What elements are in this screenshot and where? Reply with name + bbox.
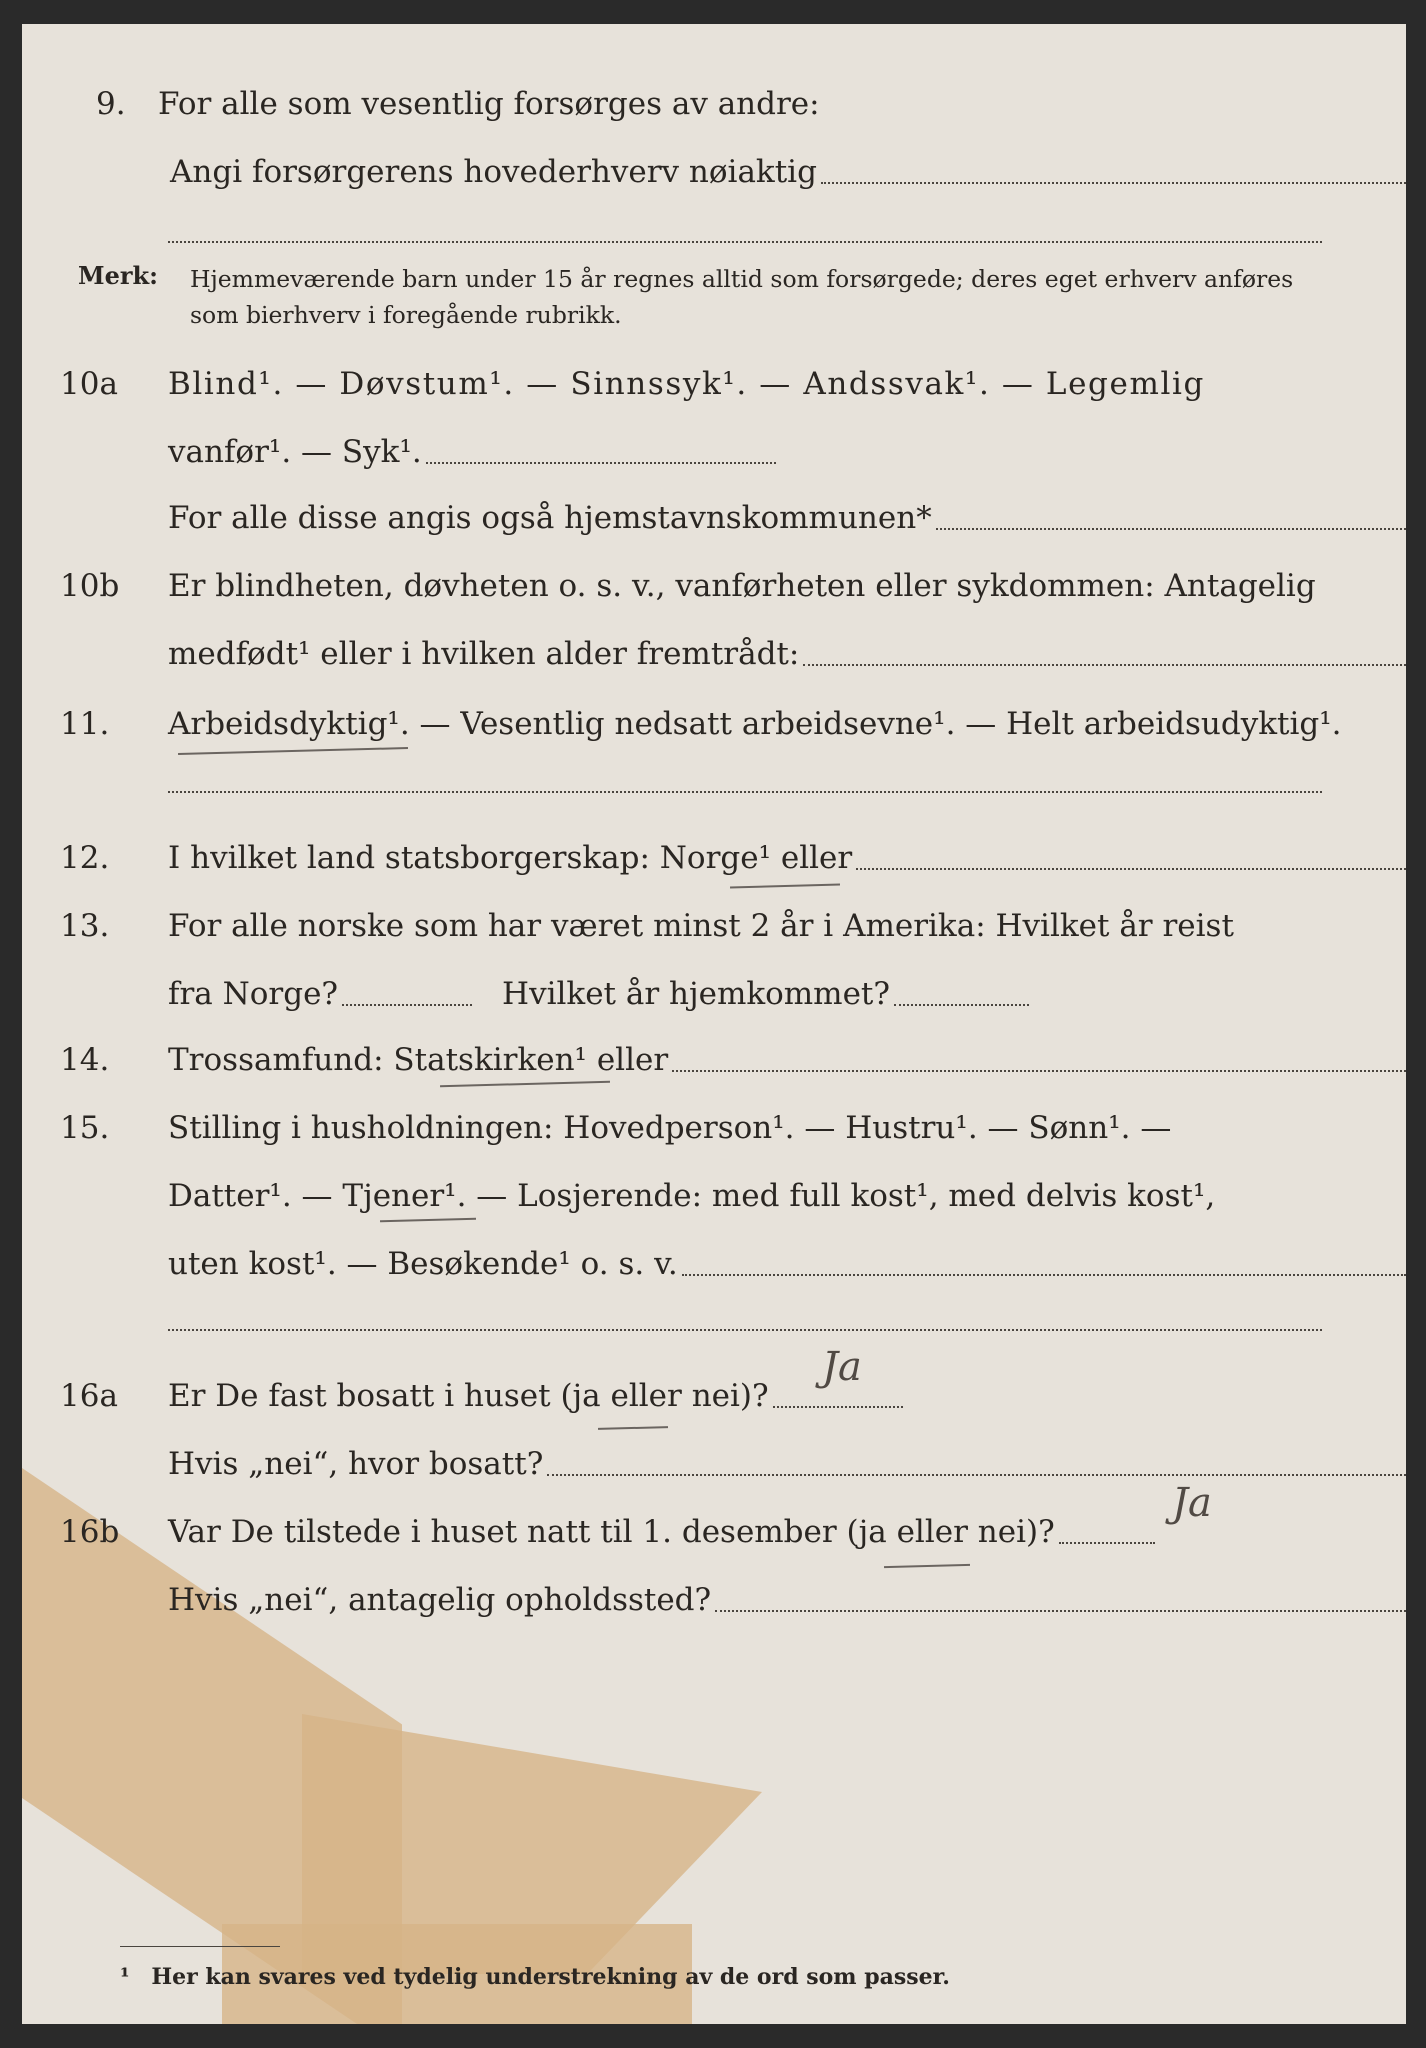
question-number: 16a [60,1378,118,1414]
question-10a-line3 [22,488,1406,542]
question-text: medfødt¹ eller i hvilken alder fremtrådt: [168,636,800,672]
question-number: 12. [60,840,110,876]
question-number: 13. [60,908,110,944]
question-number: 10b [60,568,120,604]
question-number: 11. [60,706,110,742]
question-number: 15. [60,1110,110,1146]
handwritten-underline [884,1563,970,1568]
question-text: For alle som vesentlig forsørges av andre: [158,86,820,122]
question-text: Hvis „nei“, hvor bosatt? [168,1446,544,1482]
answer-line[interactable] [1059,1541,1155,1544]
answer-line[interactable] [168,1328,1322,1331]
question-15-line3 [22,1234,1406,1288]
note-label: Merk: [78,261,158,290]
question-text: uten kost¹. — Besøkende¹ o. s. v. [168,1246,678,1282]
answer-line[interactable] [426,461,776,464]
question-text: Datter¹. — Tjener¹. — Losjerende: med full kost¹, med delvis kost¹, [168,1178,1216,1214]
answer-line[interactable] [715,1609,1406,1612]
question-text: Hvis „nei“, antagelig opholdssted? [168,1582,712,1618]
answer-line[interactable] [547,1473,1406,1476]
handwritten-answer: Ja [822,1344,862,1390]
answer-line[interactable] [821,181,1406,184]
answer-line[interactable] [342,1003,472,1006]
footnote [120,1964,950,1990]
question-text: Arbeidsdyktig¹. — Vesentlig nedsatt arbeidsevne¹. — Helt arbeidsudyktig¹. [168,706,1342,742]
note-text: Hjemmeværende barn under 15 år regnes alltid som forsørgede; deres eget erhverv anføres som bierhverv i foregående rubrikk. [190,265,1294,329]
answer-line[interactable] [168,240,1322,243]
question-text: For alle disse angis også hjemstavnskommunen* [168,500,932,536]
question-10a-line2 [22,422,1406,476]
footnote-mark: ¹ [120,1964,130,1990]
question-9 [22,74,1406,128]
answer-line[interactable] [168,790,1322,793]
question-13-line2 [22,964,1406,1018]
handwritten-underline [598,1425,668,1430]
question-text: I hvilket land statsborgerskap: Norge¹ eller [168,840,853,876]
question-15-line2 [22,1166,1406,1220]
question-number: 9. [96,86,126,122]
question-text: Hvilket år hjemkommet? [502,976,891,1012]
question-text: Er blindheten, døvheten o. s. v., vanførheten eller sykdommen: Antagelig [168,568,1316,604]
question-number: 14. [60,1042,110,1078]
question-text: For alle norske som har været minst 2 år i Amerika: Hvilket år reist [168,908,1234,944]
question-16b-line2 [22,1570,1406,1624]
question-12 [22,828,1406,882]
question-text: vanfør¹. — Syk¹. [168,434,422,470]
question-text: Blind¹. — Døvstum¹. — Sinnssyk¹. — Andssvak¹. — Legemlig [168,366,1205,402]
question-10b-line2 [22,624,1406,678]
question-text: Angi forsørgerens hovederhverv nøiaktig [170,154,817,190]
question-11 [22,694,1406,748]
question-text: Trossamfund: Statskirken¹ eller [168,1042,669,1078]
question-10b [22,556,1406,610]
question-text: Stilling i husholdningen: Hovedperson¹. — Hustru¹. — Sønn¹. — [168,1110,1172,1146]
question-9-line2 [22,142,1406,196]
question-10a [22,354,1406,408]
answer-line[interactable] [803,663,1406,666]
form-page [22,24,1406,2024]
answer-line[interactable] [773,1405,903,1408]
footnote-text: Her kan svares ved tydelig understrekning av de ord som passer. [151,1964,950,1990]
question-16a [22,1366,1406,1420]
answer-line[interactable] [856,867,1406,870]
question-14 [22,1030,1406,1084]
question-number: 10a [60,366,118,402]
handwritten-underline [730,883,840,889]
answer-line[interactable] [936,527,1406,530]
answer-line[interactable] [672,1069,1406,1072]
question-text: Var De tilstede i huset natt til 1. desember (ja eller nei)? [168,1514,1055,1550]
question-number: 16b [60,1514,120,1550]
question-15 [22,1098,1406,1152]
question-text: fra Norge? [168,976,339,1012]
question-13 [22,896,1406,950]
question-text: Er De fast bosatt i huset (ja eller nei)? [168,1378,769,1414]
footnote-rule [120,1946,280,1947]
answer-line[interactable] [682,1273,1406,1276]
handwritten-answer: Ja [1172,1480,1212,1526]
answer-line[interactable] [894,1003,1029,1006]
